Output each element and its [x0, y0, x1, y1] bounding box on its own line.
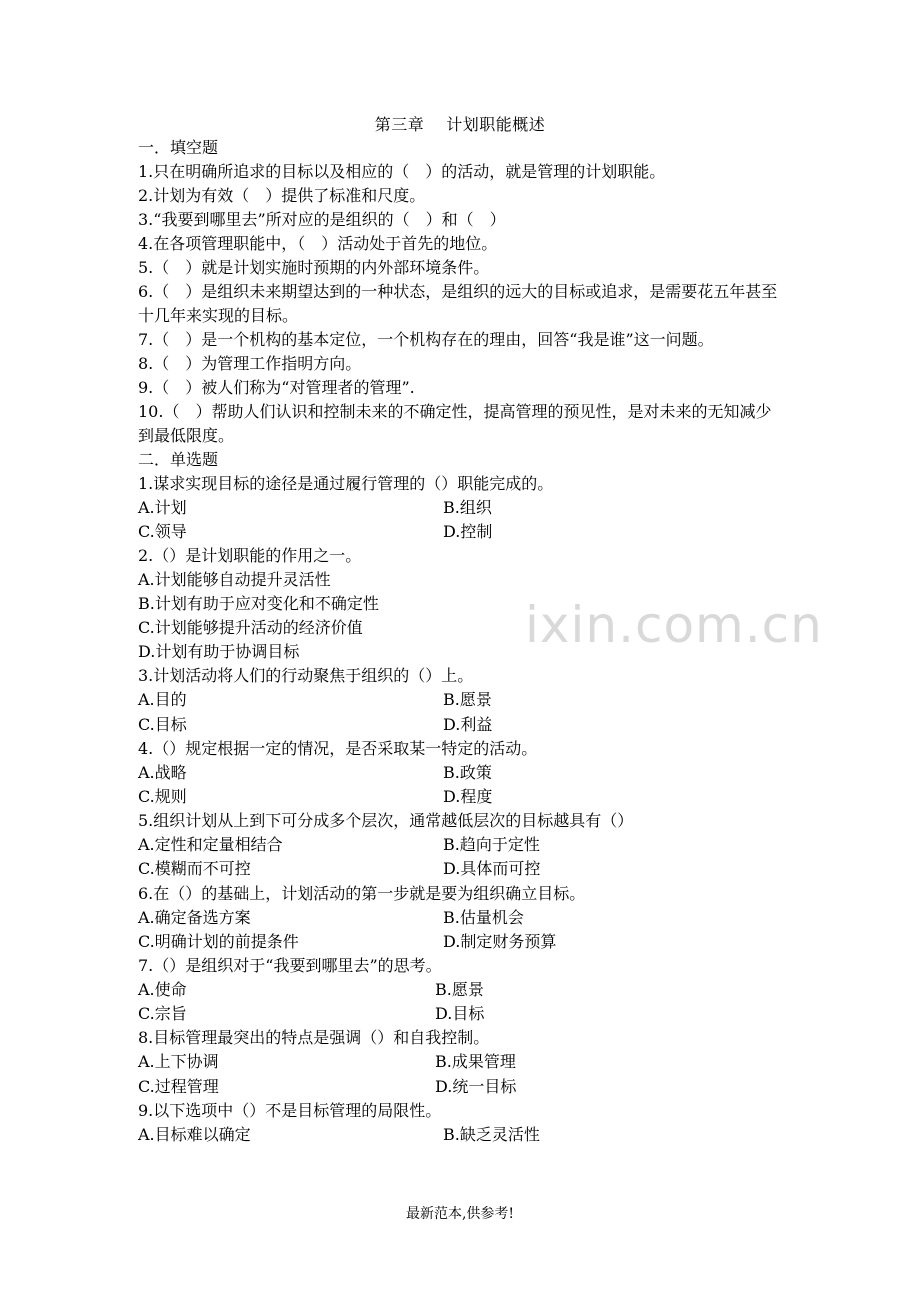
option-row — [138, 1050, 786, 1074]
option-row — [138, 1123, 786, 1147]
option: B.计划有助于应对变化和不确定性 — [138, 594, 379, 614]
question-stem: 8.目标管理最突出的特点是强调（）和自我控制。 — [138, 1028, 490, 1048]
option: C.目标 — [138, 714, 187, 734]
option: A.定性和定量相结合 — [138, 835, 283, 855]
option: D.统一目标 — [435, 1076, 517, 1096]
option: C.过程管理 — [138, 1076, 219, 1096]
option: C.规则 — [138, 787, 187, 807]
option: C.计划能够提升活动的经济价值 — [138, 618, 363, 638]
fill-in-question: 1.只在明确所追求的目标以及相应的（ ）的活动，就是管理的计划职能。 — [138, 162, 666, 181]
option: A.目的 — [138, 690, 187, 710]
option: B.成果管理 — [435, 1052, 516, 1072]
fill-in-question: 7.（ ）是一个机构的基本定位，一个机构存在的理由，回答“我是谁”这一问题。 — [138, 330, 714, 349]
option: A.上下协调 — [138, 1052, 219, 1072]
option-row — [138, 906, 786, 930]
option: D.控制 — [443, 522, 493, 542]
option-row — [138, 1002, 786, 1026]
option: A.使命 — [138, 980, 187, 1000]
option-row — [138, 496, 786, 520]
fill-in-question: 6.（ ）是组织未来期望达到的一种状态，是组织的远大的目标或追求，是需要花五年甚至十几年来实现的目标。 — [138, 282, 778, 325]
fill-in-question: 8.（ ）为管理工作指明方向。 — [138, 354, 362, 373]
chapter-name: 计划职能概述 — [446, 115, 546, 134]
option: D.目标 — [435, 1004, 485, 1024]
option: B.估量机会 — [443, 907, 524, 927]
option: B.愿景 — [435, 980, 484, 1000]
question-stem: 7.（）是组织对于“我要到哪里去”的思考。 — [138, 956, 442, 976]
option: A.目标难以确定 — [138, 1124, 251, 1144]
fill-in-question: 2.计划为有效（ ）提供了标准和尺度。 — [138, 186, 426, 205]
page-footer: 最新范本,供参考! — [405, 1206, 515, 1222]
option: B.趋向于定性 — [443, 835, 540, 855]
option: C.模糊而不可控 — [138, 859, 251, 879]
option: D.程度 — [443, 787, 493, 807]
question-stem: 1.谋求实现目标的途径是通过履行管理的（）职能完成的。 — [138, 474, 554, 493]
fill-in-question: 4.在各项管理职能中，（ ）活动处于首先的地位。 — [138, 234, 498, 253]
chapter-number: 第三章 — [374, 115, 425, 134]
fill-in-question: 9.（ ）被人们称为“对管理者的管理”. — [138, 378, 415, 397]
fill-in-question: 5.（ ）就是计划实施时预期的内外部环境条件。 — [138, 258, 490, 277]
option: C.宗旨 — [138, 1004, 187, 1024]
watermark: ixin.com.cn — [525, 596, 823, 654]
option-row — [138, 857, 786, 881]
question-stem: 6.在（）的基础上，计划活动的第一步就是要为组织确立目标。 — [138, 883, 586, 903]
option-row — [138, 833, 786, 857]
option: D.制定财务预算 — [443, 931, 557, 951]
option: B.政策 — [443, 762, 492, 782]
question-stem: 4.（）规定根据一定的情况，是否采取某一特定的活动。 — [138, 738, 538, 758]
option: A.确定备选方案 — [138, 907, 251, 927]
fill-in-question: 10.（ ）帮助人们认识和控制未来的不确定性，提高管理的预见性，是对未来的无知减少到最低限度。 — [138, 402, 772, 445]
document-body — [138, 136, 786, 1147]
option-row — [138, 785, 786, 809]
question-stem: 2.（）是计划职能的作用之一。 — [138, 546, 362, 566]
section-heading-single-choice: 二．单选题 — [138, 450, 219, 469]
chapter-title — [0, 114, 920, 136]
option: A.战略 — [138, 762, 187, 782]
question-stem: 5.组织计划从上到下可分成多个层次，通常越低层次的目标越具有（） — [138, 811, 634, 831]
option-row — [138, 930, 786, 954]
option: A.计划 — [138, 498, 187, 517]
option: A.计划能够自动提升灵活性 — [138, 570, 331, 590]
option: D.利益 — [443, 714, 493, 734]
option: B.愿景 — [443, 690, 492, 710]
option: C.领导 — [138, 522, 187, 542]
option-row — [138, 1075, 786, 1099]
option: D.计划有助于协调目标 — [138, 642, 300, 662]
option-row — [138, 978, 786, 1002]
question-stem: 9.以下选项中（）不是目标管理的局限性。 — [138, 1100, 442, 1120]
question-stem: 3.计划活动将人们的行动聚焦于组织的（）上。 — [138, 666, 474, 686]
option: C.明确计划的前提条件 — [138, 931, 299, 951]
option: B.组织 — [443, 498, 492, 517]
option-row — [138, 713, 786, 737]
fill-in-question: 3.“我要到哪里去”所对应的是组织的（ ）和（ ） — [138, 210, 506, 229]
option: B.缺乏灵活性 — [443, 1124, 540, 1144]
option-row — [138, 520, 786, 544]
option-row — [138, 688, 786, 712]
option: D.具体而可控 — [443, 859, 541, 879]
option-row — [138, 761, 786, 785]
section-heading-fill-in: 一．填空题 — [138, 138, 219, 157]
